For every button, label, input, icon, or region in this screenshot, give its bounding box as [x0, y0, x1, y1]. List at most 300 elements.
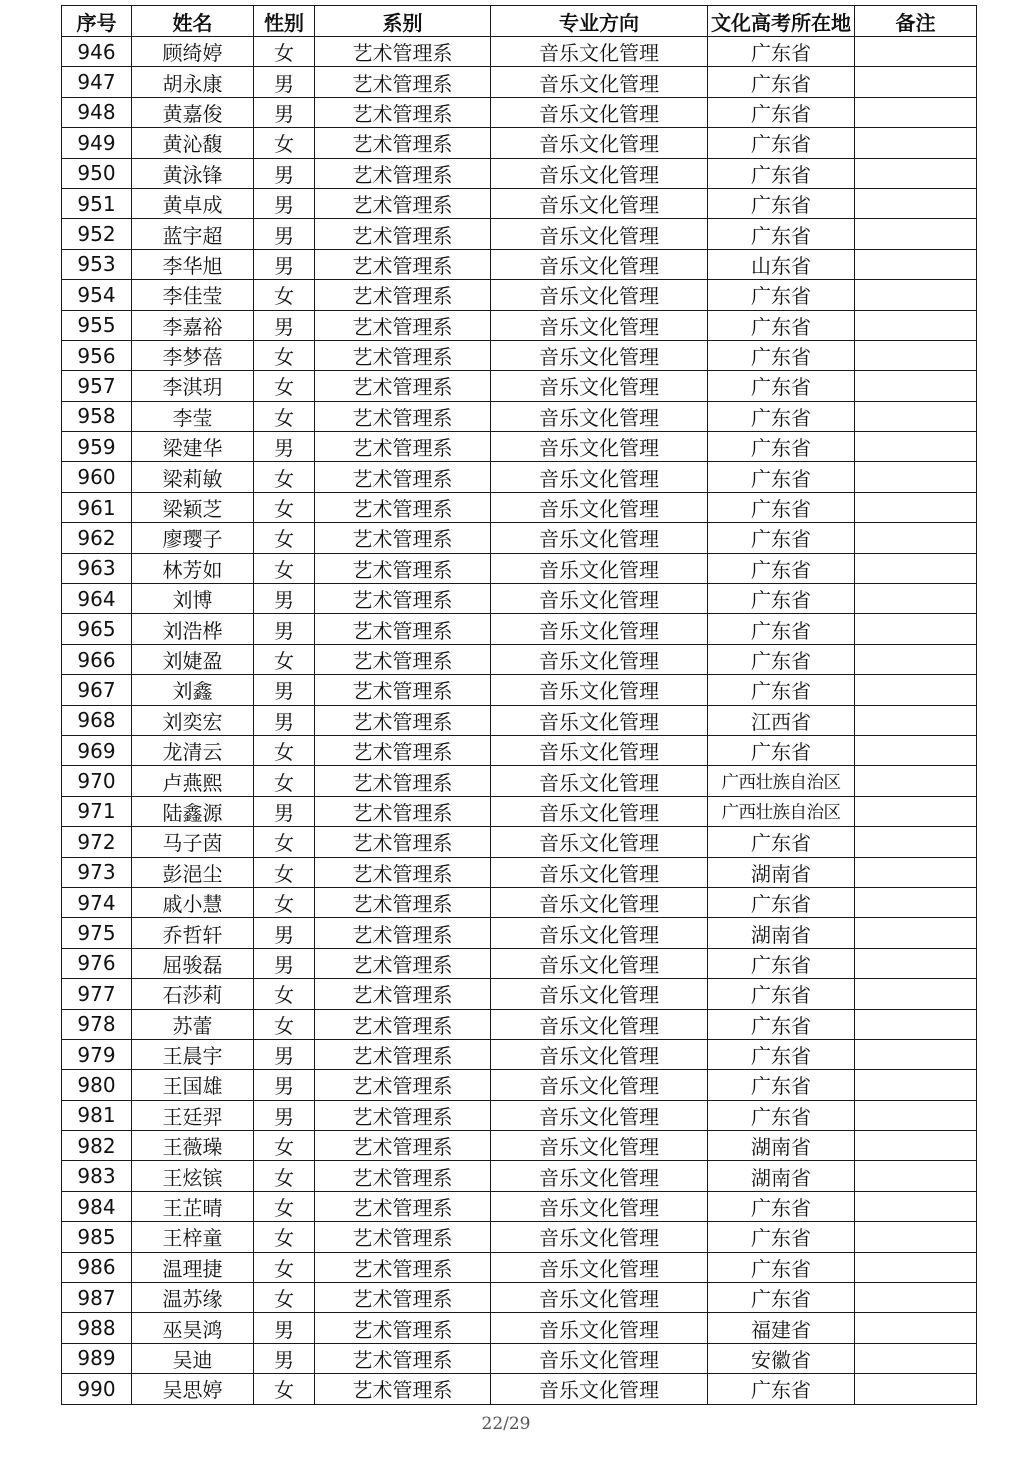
cell-exam-location: 广东省	[708, 523, 855, 553]
cell-department: 艺术管理系	[315, 37, 491, 67]
cell-name: 王梓童	[132, 1222, 254, 1252]
cell-major: 音乐文化管理	[491, 766, 708, 796]
cell-gender: 女	[254, 492, 315, 522]
cell-remarks	[855, 401, 977, 431]
cell-index: 961	[62, 492, 132, 522]
cell-name: 刘奕宏	[132, 705, 254, 735]
cell-remarks	[855, 462, 977, 492]
cell-remarks	[855, 310, 977, 340]
cell-remarks	[855, 887, 977, 917]
table-row	[62, 857, 977, 887]
cell-name: 刘博	[132, 584, 254, 614]
cell-department: 艺术管理系	[315, 1131, 491, 1161]
cell-index: 962	[62, 523, 132, 553]
cell-major: 音乐文化管理	[491, 492, 708, 522]
cell-index: 983	[62, 1161, 132, 1191]
cell-department: 艺术管理系	[315, 766, 491, 796]
cell-remarks	[855, 827, 977, 857]
cell-gender: 女	[254, 280, 315, 310]
cell-remarks	[855, 735, 977, 765]
cell-remarks	[855, 1343, 977, 1373]
cell-index: 985	[62, 1222, 132, 1252]
cell-major: 音乐文化管理	[491, 462, 708, 492]
cell-gender: 女	[254, 735, 315, 765]
cell-index: 976	[62, 948, 132, 978]
cell-major: 音乐文化管理	[491, 887, 708, 917]
cell-exam-location: 广东省	[708, 128, 855, 158]
cell-name: 马子茵	[132, 827, 254, 857]
cell-major: 音乐文化管理	[491, 97, 708, 127]
cell-exam-location: 广东省	[708, 37, 855, 67]
cell-name: 吴思婷	[132, 1374, 254, 1404]
cell-gender: 男	[254, 675, 315, 705]
cell-index: 959	[62, 432, 132, 462]
cell-exam-location: 广东省	[708, 1252, 855, 1282]
cell-major: 音乐文化管理	[491, 188, 708, 218]
cell-exam-location: 山东省	[708, 249, 855, 279]
cell-name: 巫昊鸿	[132, 1313, 254, 1343]
cell-department: 艺术管理系	[315, 1283, 491, 1313]
cell-remarks	[855, 948, 977, 978]
cell-remarks	[855, 1039, 977, 1069]
cell-major: 音乐文化管理	[491, 827, 708, 857]
header-department: 系别	[315, 6, 491, 37]
cell-major: 音乐文化管理	[491, 158, 708, 188]
table-row	[62, 340, 977, 370]
table-body	[62, 37, 977, 1405]
cell-index: 960	[62, 462, 132, 492]
cell-gender: 女	[254, 401, 315, 431]
cell-department: 艺术管理系	[315, 371, 491, 401]
cell-exam-location: 广东省	[708, 188, 855, 218]
cell-department: 艺术管理系	[315, 249, 491, 279]
cell-gender: 女	[254, 766, 315, 796]
cell-index: 987	[62, 1283, 132, 1313]
cell-name: 梁颖芝	[132, 492, 254, 522]
cell-major: 音乐文化管理	[491, 918, 708, 948]
cell-name: 王晨宇	[132, 1039, 254, 1069]
cell-index: 981	[62, 1100, 132, 1130]
cell-department: 艺术管理系	[315, 1374, 491, 1404]
cell-department: 艺术管理系	[315, 644, 491, 674]
cell-name: 苏蕾	[132, 1009, 254, 1039]
cell-exam-location: 广东省	[708, 401, 855, 431]
cell-department: 艺术管理系	[315, 1039, 491, 1069]
cell-name: 梁莉敏	[132, 462, 254, 492]
table-row	[62, 1191, 977, 1221]
cell-index: 947	[62, 67, 132, 97]
cell-name: 林芳如	[132, 553, 254, 583]
cell-remarks	[855, 249, 977, 279]
cell-index: 948	[62, 97, 132, 127]
cell-name: 戚小慧	[132, 887, 254, 917]
cell-index: 967	[62, 675, 132, 705]
cell-major: 音乐文化管理	[491, 340, 708, 370]
cell-index: 988	[62, 1313, 132, 1343]
table-row	[62, 1343, 977, 1373]
cell-gender: 男	[254, 158, 315, 188]
cell-gender: 男	[254, 1039, 315, 1069]
table-row	[62, 827, 977, 857]
cell-remarks	[855, 1070, 977, 1100]
cell-exam-location: 广东省	[708, 614, 855, 644]
cell-index: 968	[62, 705, 132, 735]
cell-index: 975	[62, 918, 132, 948]
cell-remarks	[855, 675, 977, 705]
cell-department: 艺术管理系	[315, 918, 491, 948]
cell-gender: 男	[254, 705, 315, 735]
cell-gender: 女	[254, 1283, 315, 1313]
table-row	[62, 1161, 977, 1191]
table-row	[62, 371, 977, 401]
cell-gender: 女	[254, 857, 315, 887]
cell-name: 卢燕熙	[132, 766, 254, 796]
cell-department: 艺术管理系	[315, 553, 491, 583]
cell-gender: 男	[254, 67, 315, 97]
cell-exam-location: 广东省	[708, 1100, 855, 1130]
table-row	[62, 1313, 977, 1343]
table-row	[62, 1374, 977, 1404]
cell-remarks	[855, 97, 977, 127]
cell-name: 廖璎子	[132, 523, 254, 553]
cell-department: 艺术管理系	[315, 979, 491, 1009]
cell-exam-location: 广东省	[708, 219, 855, 249]
cell-department: 艺术管理系	[315, 1161, 491, 1191]
cell-index: 970	[62, 766, 132, 796]
cell-major: 音乐文化管理	[491, 553, 708, 583]
cell-exam-location: 广东省	[708, 1039, 855, 1069]
cell-name: 李嘉裕	[132, 310, 254, 340]
cell-exam-location: 湖南省	[708, 857, 855, 887]
cell-exam-location: 广东省	[708, 644, 855, 674]
cell-gender: 女	[254, 1222, 315, 1252]
cell-gender: 男	[254, 584, 315, 614]
table-row	[62, 1039, 977, 1069]
cell-gender: 男	[254, 948, 315, 978]
cell-remarks	[855, 766, 977, 796]
cell-department: 艺术管理系	[315, 492, 491, 522]
cell-remarks	[855, 705, 977, 735]
cell-index: 977	[62, 979, 132, 1009]
cell-remarks	[855, 857, 977, 887]
cell-department: 艺术管理系	[315, 97, 491, 127]
cell-remarks	[855, 1131, 977, 1161]
cell-exam-location: 广东省	[708, 887, 855, 917]
cell-exam-location: 广东省	[708, 584, 855, 614]
cell-remarks	[855, 1009, 977, 1039]
table-row	[62, 735, 977, 765]
cell-index: 954	[62, 280, 132, 310]
cell-major: 音乐文化管理	[491, 675, 708, 705]
cell-department: 艺术管理系	[315, 462, 491, 492]
cell-name: 刘鑫	[132, 675, 254, 705]
cell-department: 艺术管理系	[315, 1100, 491, 1130]
cell-name: 刘浩桦	[132, 614, 254, 644]
cell-exam-location: 广东省	[708, 553, 855, 583]
cell-gender: 男	[254, 1100, 315, 1130]
cell-name: 陆鑫源	[132, 796, 254, 826]
cell-remarks	[855, 340, 977, 370]
header-index: 序号	[62, 6, 132, 37]
page-number: 22/29	[481, 1414, 531, 1434]
cell-gender: 女	[254, 1009, 315, 1039]
cell-gender: 女	[254, 128, 315, 158]
cell-index: 973	[62, 857, 132, 887]
table-header-row	[62, 6, 977, 37]
cell-name: 黄泳锋	[132, 158, 254, 188]
table-row	[62, 249, 977, 279]
cell-exam-location: 广东省	[708, 492, 855, 522]
cell-name: 梁建华	[132, 432, 254, 462]
cell-department: 艺术管理系	[315, 735, 491, 765]
table-row	[62, 310, 977, 340]
cell-name: 黄沁馥	[132, 128, 254, 158]
cell-major: 音乐文化管理	[491, 1252, 708, 1282]
cell-gender: 男	[254, 614, 315, 644]
table-row	[62, 766, 977, 796]
cell-name: 石莎莉	[132, 979, 254, 1009]
cell-exam-location: 广东省	[708, 948, 855, 978]
cell-remarks	[855, 1313, 977, 1343]
cell-major: 音乐文化管理	[491, 644, 708, 674]
table-row	[62, 401, 977, 431]
cell-remarks	[855, 1283, 977, 1313]
cell-major: 音乐文化管理	[491, 280, 708, 310]
cell-gender: 女	[254, 371, 315, 401]
cell-gender: 男	[254, 249, 315, 279]
table-row	[62, 523, 977, 553]
cell-department: 艺术管理系	[315, 614, 491, 644]
table-row	[62, 675, 977, 705]
table-row	[62, 1009, 977, 1039]
table-row	[62, 705, 977, 735]
cell-major: 音乐文化管理	[491, 1100, 708, 1130]
cell-major: 音乐文化管理	[491, 614, 708, 644]
cell-major: 音乐文化管理	[491, 432, 708, 462]
cell-remarks	[855, 584, 977, 614]
cell-major: 音乐文化管理	[491, 128, 708, 158]
cell-remarks	[855, 918, 977, 948]
cell-name: 温理捷	[132, 1252, 254, 1282]
cell-major: 音乐文化管理	[491, 310, 708, 340]
cell-department: 艺术管理系	[315, 1191, 491, 1221]
cell-index: 974	[62, 887, 132, 917]
cell-exam-location: 安徽省	[708, 1343, 855, 1373]
cell-exam-location: 湖南省	[708, 1161, 855, 1191]
cell-exam-location: 广东省	[708, 675, 855, 705]
cell-index: 953	[62, 249, 132, 279]
cell-major: 音乐文化管理	[491, 1009, 708, 1039]
table-row	[62, 584, 977, 614]
cell-gender: 男	[254, 796, 315, 826]
cell-remarks	[855, 614, 977, 644]
cell-name: 王国雄	[132, 1070, 254, 1100]
cell-name: 王芷晴	[132, 1191, 254, 1221]
cell-major: 音乐文化管理	[491, 1222, 708, 1252]
cell-department: 艺术管理系	[315, 1222, 491, 1252]
cell-gender: 男	[254, 1343, 315, 1373]
table-row	[62, 492, 977, 522]
cell-name: 李淇玥	[132, 371, 254, 401]
cell-remarks	[855, 492, 977, 522]
table-row	[62, 219, 977, 249]
cell-major: 音乐文化管理	[491, 219, 708, 249]
table-row	[62, 887, 977, 917]
cell-exam-location: 广东省	[708, 371, 855, 401]
cell-major: 音乐文化管理	[491, 401, 708, 431]
table-row	[62, 128, 977, 158]
cell-name: 乔哲轩	[132, 918, 254, 948]
cell-department: 艺术管理系	[315, 1252, 491, 1282]
cell-remarks	[855, 1222, 977, 1252]
table-row	[62, 979, 977, 1009]
cell-remarks	[855, 37, 977, 67]
cell-exam-location: 广东省	[708, 310, 855, 340]
cell-department: 艺术管理系	[315, 675, 491, 705]
cell-major: 音乐文化管理	[491, 1039, 708, 1069]
cell-major: 音乐文化管理	[491, 1131, 708, 1161]
cell-department: 艺术管理系	[315, 948, 491, 978]
cell-department: 艺术管理系	[315, 401, 491, 431]
cell-exam-location: 广西壮族自治区	[708, 796, 855, 826]
cell-major: 音乐文化管理	[491, 796, 708, 826]
header-remarks: 备注	[855, 6, 977, 37]
cell-index: 946	[62, 37, 132, 67]
cell-department: 艺术管理系	[315, 584, 491, 614]
cell-gender: 女	[254, 1374, 315, 1404]
cell-index: 972	[62, 827, 132, 857]
cell-exam-location: 广东省	[708, 1374, 855, 1404]
cell-department: 艺术管理系	[315, 857, 491, 887]
table-row	[62, 1100, 977, 1130]
cell-remarks	[855, 1374, 977, 1404]
cell-name: 李莹	[132, 401, 254, 431]
cell-name: 顾绮婷	[132, 37, 254, 67]
cell-gender: 女	[254, 1252, 315, 1282]
cell-remarks	[855, 1191, 977, 1221]
cell-index: 951	[62, 188, 132, 218]
table-row	[62, 644, 977, 674]
cell-index: 956	[62, 340, 132, 370]
cell-department: 艺术管理系	[315, 219, 491, 249]
cell-name: 黄卓成	[132, 188, 254, 218]
cell-index: 982	[62, 1131, 132, 1161]
cell-index: 963	[62, 553, 132, 583]
cell-index: 950	[62, 158, 132, 188]
table-row	[62, 67, 977, 97]
cell-exam-location: 广东省	[708, 1191, 855, 1221]
cell-index: 990	[62, 1374, 132, 1404]
cell-remarks	[855, 979, 977, 1009]
cell-index: 980	[62, 1070, 132, 1100]
cell-major: 音乐文化管理	[491, 249, 708, 279]
cell-remarks	[855, 1161, 977, 1191]
cell-gender: 女	[254, 553, 315, 583]
cell-remarks	[855, 219, 977, 249]
cell-gender: 男	[254, 1070, 315, 1100]
cell-exam-location: 广东省	[708, 158, 855, 188]
header-name: 姓名	[132, 6, 254, 37]
table-row	[62, 1283, 977, 1313]
cell-major: 音乐文化管理	[491, 584, 708, 614]
table-row	[62, 1131, 977, 1161]
cell-index: 969	[62, 735, 132, 765]
cell-index: 986	[62, 1252, 132, 1282]
cell-major: 音乐文化管理	[491, 1374, 708, 1404]
cell-major: 音乐文化管理	[491, 371, 708, 401]
cell-remarks	[855, 523, 977, 553]
cell-gender: 男	[254, 918, 315, 948]
cell-name: 李梦蓓	[132, 340, 254, 370]
student-table	[61, 5, 977, 1405]
cell-gender: 女	[254, 979, 315, 1009]
cell-name: 蓝宇超	[132, 219, 254, 249]
cell-name: 吴迪	[132, 1343, 254, 1373]
cell-major: 音乐文化管理	[491, 1070, 708, 1100]
cell-department: 艺术管理系	[315, 188, 491, 218]
table-row	[62, 1070, 977, 1100]
cell-gender: 男	[254, 219, 315, 249]
cell-index: 979	[62, 1039, 132, 1069]
cell-name: 彭浥尘	[132, 857, 254, 887]
cell-remarks	[855, 128, 977, 158]
cell-index: 952	[62, 219, 132, 249]
cell-gender: 女	[254, 37, 315, 67]
cell-major: 音乐文化管理	[491, 979, 708, 1009]
cell-name: 王廷羿	[132, 1100, 254, 1130]
cell-gender: 女	[254, 1161, 315, 1191]
cell-remarks	[855, 553, 977, 583]
cell-exam-location: 广东省	[708, 1283, 855, 1313]
cell-department: 艺术管理系	[315, 887, 491, 917]
cell-major: 音乐文化管理	[491, 1313, 708, 1343]
cell-gender: 男	[254, 97, 315, 127]
cell-gender: 女	[254, 887, 315, 917]
cell-exam-location: 湖南省	[708, 1131, 855, 1161]
cell-index: 971	[62, 796, 132, 826]
table-row	[62, 37, 977, 67]
cell-department: 艺术管理系	[315, 705, 491, 735]
cell-department: 艺术管理系	[315, 827, 491, 857]
cell-exam-location: 广东省	[708, 462, 855, 492]
cell-name: 温苏缘	[132, 1283, 254, 1313]
cell-exam-location: 广东省	[708, 1009, 855, 1039]
table-row	[62, 1252, 977, 1282]
cell-gender: 男	[254, 432, 315, 462]
table-row	[62, 1222, 977, 1252]
cell-exam-location: 广东省	[708, 432, 855, 462]
cell-gender: 女	[254, 340, 315, 370]
cell-exam-location: 福建省	[708, 1313, 855, 1343]
cell-major: 音乐文化管理	[491, 523, 708, 553]
cell-exam-location: 江西省	[708, 705, 855, 735]
cell-index: 955	[62, 310, 132, 340]
cell-department: 艺术管理系	[315, 340, 491, 370]
cell-remarks	[855, 371, 977, 401]
cell-gender: 女	[254, 1131, 315, 1161]
cell-exam-location: 广东省	[708, 280, 855, 310]
cell-remarks	[855, 1100, 977, 1130]
table-row	[62, 796, 977, 826]
cell-major: 音乐文化管理	[491, 1343, 708, 1373]
cell-department: 艺术管理系	[315, 1009, 491, 1039]
cell-gender: 女	[254, 644, 315, 674]
header-exam-location: 文化高考所在地	[708, 6, 855, 37]
student-table-container	[61, 5, 976, 1405]
table-row	[62, 462, 977, 492]
cell-department: 艺术管理系	[315, 310, 491, 340]
table-row	[62, 188, 977, 218]
